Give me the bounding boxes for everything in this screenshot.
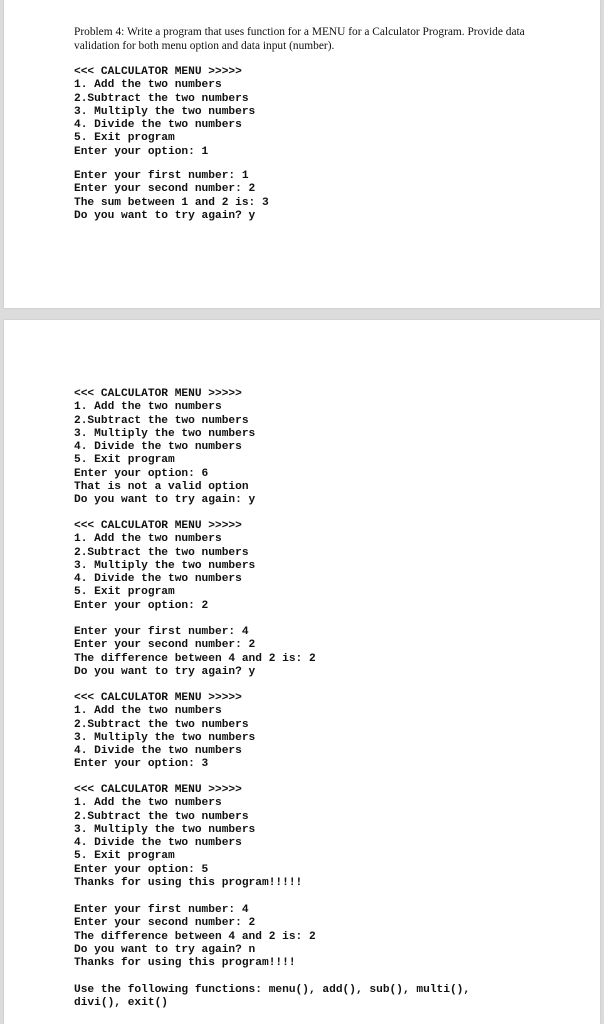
multiply-menu-output: <<< CALCULATOR MENU >>>>> 1. Add the two numbers 2.Subtract the two numbers 3. Multiply the two numbers 4. Divide the two numbers Enter your option: 3: [74, 692, 256, 771]
calculator-menu-output: <<< CALCULATOR MENU >>>>> 1. Add the two numbers 2.Subtract the two numbers 3. Multiply the two numbers 4. Divide the two numbers 5. Exit program Enter your option: 1: [74, 66, 256, 158]
functions-note: Use the following functions: menu(), add(), sub(), multi(), divi(), exit(): [74, 984, 471, 1010]
problem-statement: Problem 4: Write a program that uses function for a MENU for a Calculator Program. Provide data validation for both menu option and data input (number).: [74, 26, 525, 52]
document-page-2: [4, 320, 600, 1024]
final-difference-output: Enter your first number: 4 Enter your second number: 2 The difference between 4 and 2 is: 2 Do you want to try again? n Thanks for using this program!!!!: [74, 904, 316, 970]
exit-menu-output: <<< CALCULATOR MENU >>>>> 1. Add the two numbers 2.Subtract the two numbers 3. Multiply the two numbers 4. Divide the two numbers 5. Exit program Enter your option: 5 Thanks for using this program!!!!!: [74, 784, 303, 890]
document-page-1: [4, 0, 600, 308]
sum-result-output: Enter your first number: 1 Enter your second number: 2 The sum between 1 and 2 is: 3 Do you want to try again? y: [74, 170, 269, 222]
subtract-menu-output: <<< CALCULATOR MENU >>>>> 1. Add the two numbers 2.Subtract the two numbers 3. Multiply the two numbers 4. Divide the two numbers 5. Exit program Enter your option: 2: [74, 520, 256, 612]
difference-result-output: Enter your first number: 4 Enter your second number: 2 The difference between 4 and 2 is: 2 Do you want to try again? y: [74, 626, 316, 678]
invalid-option-output: <<< CALCULATOR MENU >>>>> 1. Add the two numbers 2.Subtract the two numbers 3. Multiply the two numbers 4. Divide the two numbers 5. Exit program Enter your option: 6 That is not a valid option Do you want to try again: y: [74, 388, 256, 507]
